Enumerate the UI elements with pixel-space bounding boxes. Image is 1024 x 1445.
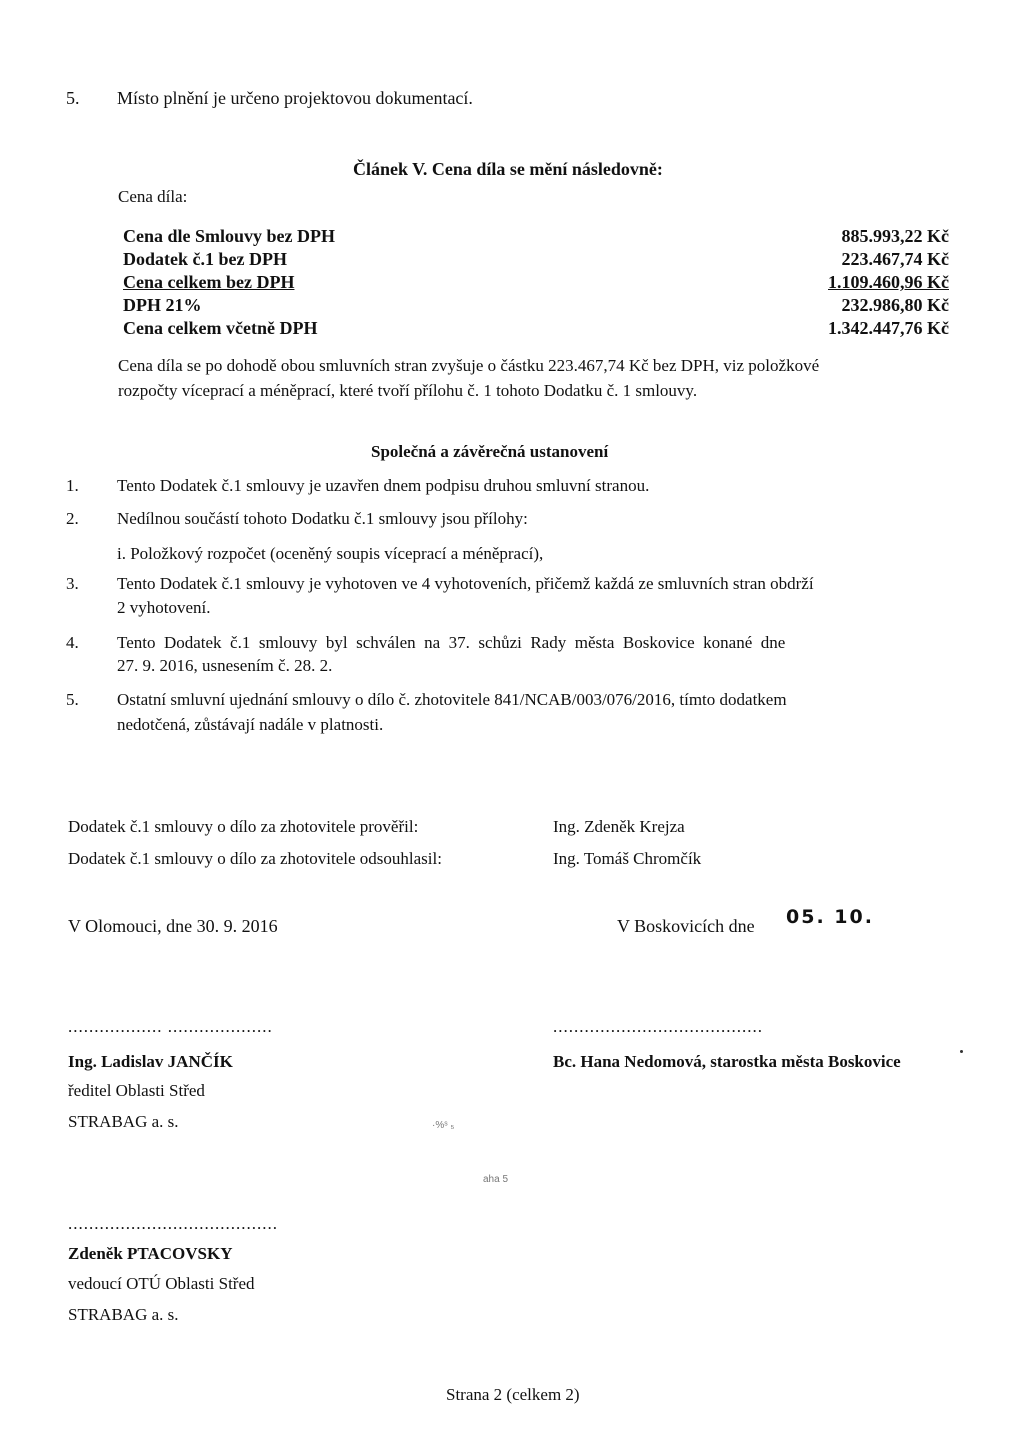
provision-text: Tento Dodatek č.1 smlouvy je vyhotoven ve 4 vyhotoveních, přičemž každá ze smluvních stran obdrží <box>117 574 814 593</box>
provision-number: 2. <box>66 509 79 528</box>
signature-dots-left: .................. .................... <box>68 1017 273 1036</box>
provision-text-cont: nedotčená, zůstávají nadále v platnosti. <box>117 715 384 734</box>
price-row-label: DPH 21% <box>123 295 202 315</box>
price-row-label: Cena dle Smlouvy bez DPH <box>123 226 336 246</box>
place-date-right: V Boskovicích dne <box>617 916 755 936</box>
article-heading: Článek V. Cena díla se mění následovně: <box>353 159 663 179</box>
checked-by-label: Dodatek č.1 smlouvy o dílo za zhotovitele prověřil: <box>68 817 419 836</box>
signatory-2-name: Bc. Hana Nedomová, starostka města Boskovice <box>553 1052 901 1071</box>
provision-number: 1. <box>66 476 79 495</box>
final-provisions-heading: Společná a závěrečná ustanovení <box>371 442 609 461</box>
signatory-1-company: STRABAG a. s. <box>68 1112 179 1131</box>
price-row-label: Dodatek č.1 bez DPH <box>123 249 287 269</box>
price-label: Cena díla: <box>118 187 188 206</box>
intro-item-text: Místo plnění je určeno projektovou dokumentací. <box>117 88 473 108</box>
provision-number: 4. <box>66 633 79 652</box>
signatory-1-role: ředitel Oblasti Střed <box>68 1081 205 1100</box>
provision-text-cont: 2 vyhotovení. <box>117 598 211 617</box>
price-note-line1: Cena díla se po dohodě obou smluvních stran zvyšuje o částku 223.467,74 Kč bez DPH, viz položkové <box>118 356 820 375</box>
signatory-3-company: STRABAG a. s. <box>68 1305 179 1324</box>
signatory-3-name: Zdeněk PTACOVSKY <box>68 1244 233 1263</box>
provision-text: Nedílnou součástí tohoto Dodatku č.1 smlouvy jsou přílohy: <box>117 509 528 528</box>
signatory-1-name: Ing. Ladislav JANČÍK <box>68 1052 233 1071</box>
price-row-value: 1.109.460,96 Kč <box>828 272 949 292</box>
price-note-line2: rozpočty víceprací a méněprací, které tvoří přílohu č. 1 tohoto Dodatku č. 1 smlouvy. <box>118 381 698 400</box>
speck-mark <box>960 1050 963 1053</box>
signatory-3-role: vedoucí OTÚ Oblasti Střed <box>68 1274 255 1293</box>
approved-by-name: Ing. Tomáš Chromčík <box>553 849 702 868</box>
price-row-value: 1.342.447,76 Kč <box>828 318 949 338</box>
price-row-label: Cena celkem včetně DPH <box>123 318 318 338</box>
handwritten-date: 05. 10. <box>786 906 874 928</box>
provision-subitem: i. Položkový rozpočet (oceněný soupis víceprací a méněprací), <box>117 544 544 563</box>
place-date-left: V Olomouci, dne 30. 9. 2016 <box>68 916 278 936</box>
stamp-remnant-icon: ·%ˢ ₅ <box>432 1120 455 1131</box>
provision-text: Tento Dodatek č.1 smlouvy byl schválen na 37. schůzi Rady města Boskovice konané dne <box>117 633 786 652</box>
price-row-value: 232.986,80 Kč <box>841 295 949 315</box>
provision-number: 3. <box>66 574 79 593</box>
approved-by-label: Dodatek č.1 smlouvy o dílo za zhotovitele odsouhlasil: <box>68 849 442 868</box>
provision-number: 5. <box>66 690 79 709</box>
price-row-value: 885.993,22 Kč <box>841 226 949 246</box>
signature-dots-bottom: ........................................ <box>68 1214 278 1233</box>
price-row-label: Cena celkem bez DPH <box>123 272 295 292</box>
provision-text-cont: 27. 9. 2016, usnesením č. 28. 2. <box>117 656 333 675</box>
price-row-value: 223.467,74 Kč <box>841 249 949 269</box>
page-footer: Strana 2 (celkem 2) <box>446 1385 580 1404</box>
checked-by-name: Ing. Zdeněk Krejza <box>553 817 685 836</box>
signature-dots-right: ........................................ <box>553 1017 763 1036</box>
provision-text: Tento Dodatek č.1 smlouvy je uzavřen dnem podpisu druhou smluvní stranou. <box>117 476 650 495</box>
stamp-text: aha 5 <box>483 1174 509 1185</box>
intro-item-number: 5. <box>66 88 80 108</box>
provision-text: Ostatní smluvní ujednání smlouvy o dílo č. zhotovitele 841/NCAB/003/076/2016, tímto dodatkem <box>117 690 787 709</box>
